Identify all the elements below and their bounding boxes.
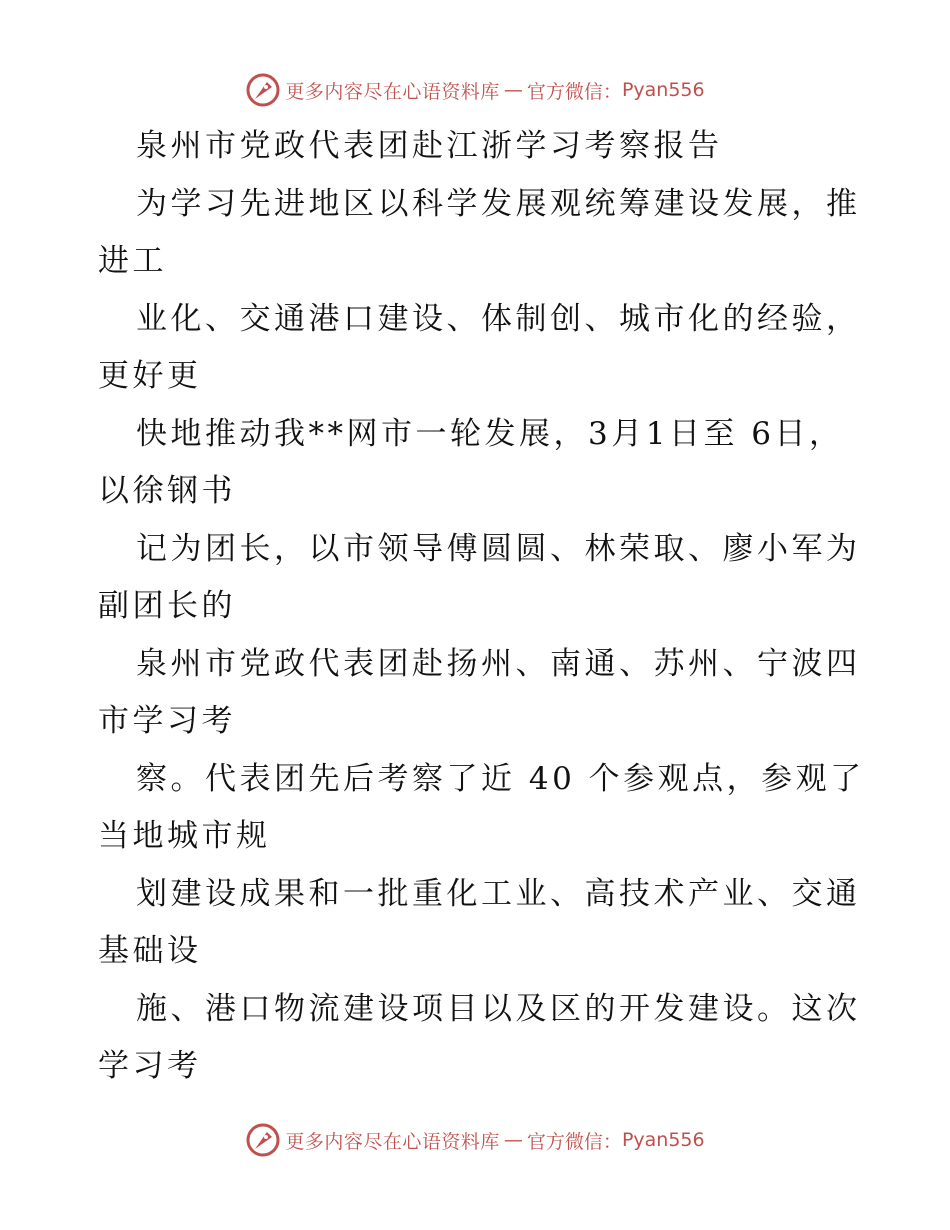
document-title: 泉州市党政代表团赴江浙学习考察报告 bbox=[136, 128, 723, 164]
text-line: 副团长的 bbox=[98, 588, 236, 624]
footer-banner bbox=[0, 1120, 950, 1160]
text-line: 快地推动我**网市一轮发展，3月1日至 6日， bbox=[136, 415, 844, 452]
text-line: 学习考 bbox=[98, 1048, 202, 1084]
text-line: 察。代表团先后考察了近 40 个参观点，参观了 bbox=[136, 760, 865, 797]
pen-nib-logo-icon bbox=[245, 72, 281, 108]
text-line: 进工 bbox=[98, 243, 167, 279]
text-line: 市学习考 bbox=[98, 703, 236, 739]
banner-text: 更多内容尽在心语资料库 bbox=[285, 80, 500, 103]
banner-wechat-id: Pyan556 bbox=[621, 1129, 705, 1151]
text-line: 施、港口物流建设项目以及区的开发建设。这次 bbox=[136, 990, 861, 1027]
text-line: 当地城市规 bbox=[98, 818, 271, 854]
banner-separator: — bbox=[503, 1129, 523, 1151]
text-line: 业化、交通港口建设、体制创、城市化的经验， bbox=[136, 300, 861, 337]
text-line: 记为团长，以市领导傅圆圆、林荣取、廖小军为 bbox=[136, 530, 861, 567]
banner-text: 更多内容尽在心语资料库 bbox=[285, 1130, 500, 1153]
text-line: 基础设 bbox=[98, 933, 202, 969]
header-banner bbox=[0, 70, 950, 110]
pen-nib-logo-icon bbox=[245, 1122, 281, 1158]
banner-wechat-id: Pyan556 bbox=[621, 79, 705, 101]
text-line: 更好更 bbox=[98, 358, 202, 394]
banner-wechat-label: 官方微信： bbox=[526, 80, 622, 103]
text-line: 以徐钢书 bbox=[98, 473, 236, 509]
text-line: 泉州市党政代表团赴扬州、南通、苏州、宁波四 bbox=[136, 645, 861, 682]
document-body bbox=[98, 118, 865, 1096]
banner-separator: — bbox=[503, 79, 523, 101]
text-line: 为学习先进地区以科学发展观统筹建设发展，推 bbox=[136, 185, 861, 222]
banner-wechat-label: 官方微信： bbox=[526, 1130, 622, 1153]
text-line: 划建设成果和一批重化工业、高技术产业、交通 bbox=[136, 875, 861, 912]
